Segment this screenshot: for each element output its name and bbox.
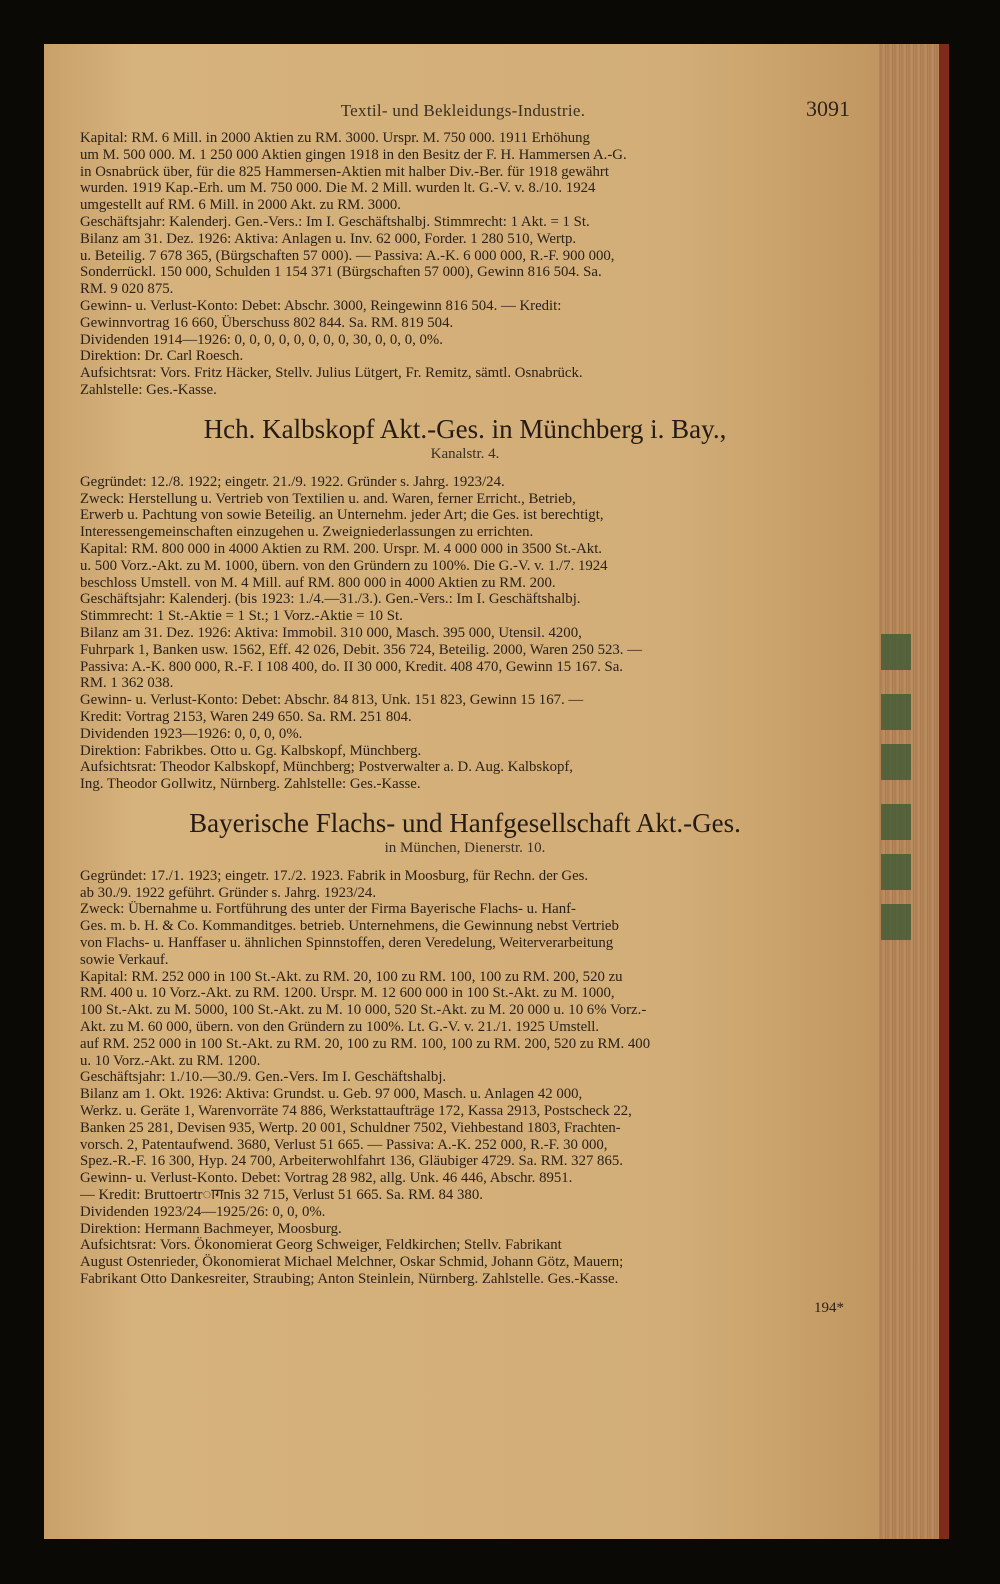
text-line: Zahlstelle: Ges.-Kasse. [80, 381, 217, 398]
text-line: RM. 400 u. 10 Vorz.-Akt. zu RM. 1200. Urspr. M. 12 600 000 in 100 St.-Akt. zu M. 1000, [80, 985, 615, 1002]
text-line: wurden. 1919 Kap.-Erh. um M. 750 000. Die M. 2 Mill. wurden lt. G.-V. v. 8./10. 1924 [80, 180, 596, 197]
text-line: von Flachs- u. Hanffaser u. ähnlichen Spinnstoffen, deren Veredelung, Weiterverarbeitung [80, 935, 614, 952]
signature-mark: 194* [814, 1299, 844, 1316]
page-number: 3091 [805, 96, 850, 121]
text-line: u. Beteilig. 7 678 365, (Bürgschaften 57 000). — Passiva: A.-K. 6 000 000, R.-F. 900 000, [80, 247, 615, 264]
company-entry [80, 807, 850, 1288]
company-entry [80, 413, 850, 793]
text-line: u. 10 Vorz.-Akt. zu RM. 1200. [80, 1052, 261, 1069]
edge-tab [881, 904, 911, 940]
text-line: auf RM. 252 000 in 100 St.-Akt. zu RM. 20, 100 zu RM. 100, 100 zu RM. 200, 520 zu RM. 400 [80, 1035, 651, 1052]
text-line: Aufsichtsrat: Vors. Fritz Häcker, Stellv. Julius Lütgert, Fr. Remitz, sämtl. Osnabrück. [80, 365, 583, 382]
text-line: Gegründet: 12./8. 1922; eingetr. 21./9. 1922. Gründer s. Jahrg. 1923/24. [80, 473, 505, 490]
text-line: Aufsichtsrat: Vors. Ökonomierat Georg Schweiger, Feldkirchen; Stellv. Fabrikant [80, 1237, 562, 1254]
text-line: in Osnabrück über, für die 825 Hammersen-Aktien mit halber Div.-Ber. für 1918 gewährt [80, 163, 609, 180]
text-line: Fabrikant Otto Dankesreiter, Straubing; Anton Steinlein, Nürnberg. Zahlstelle. Ges.-Kasse. [80, 1271, 619, 1288]
text-line: Sonderrückl. 150 000, Schulden 1 154 371 (Bürgschaften 57 000), Gewinn 816 504. Sa. [80, 264, 602, 281]
text-line: Werkz. u. Geräte 1, Warenvorräte 74 886, Werkstattaufträge 172, Kassa 2913, Postscheck 22, [80, 1103, 632, 1120]
text-line: Fuhrpark 1, Banken usw. 1562, Eff. 42 026, Debit. 356 724, Beteilig. 2000, Waren 250 523. — [80, 641, 642, 658]
edge-tab [881, 634, 911, 670]
running-head: Textil- und Bekleidungs-Industrie. [340, 101, 586, 120]
text-line: Stimmrecht: 1 St.-Aktie = 1 St.; 1 Vorz.-Aktie = 10 St. [80, 608, 403, 625]
text-line: Interessengemeinschaften einzugehen u. Zweigniederlassungen zu errichten. [80, 524, 534, 541]
company-entry [80, 130, 850, 399]
text-line: August Ostenrieder, Ökonomierat Michael Melchner, Oskar Schmid, Johann Götz, Mauern; [80, 1254, 624, 1271]
text-line: Dividenden 1923/24—1925/26: 0, 0, 0%. [80, 1203, 326, 1220]
text-line: RM. 1 362 038. [80, 675, 174, 692]
text-line: umgestellt auf RM. 6 Mill. in 2000 Akt. zu RM. 3000. [80, 197, 402, 214]
company-title: Bayerische Flachs- und Hanfgesellschaft Akt.-Ges. [189, 807, 741, 838]
text-block [80, 96, 850, 1317]
page-header [80, 96, 850, 130]
text-line: Geschäftsjahr: 1./10.—30./9. Gen.-Vers. Im I. Geschäftshalbj. [80, 1069, 447, 1086]
scanned-page [44, 44, 949, 1539]
company-entries [80, 130, 850, 1288]
edge-tab [881, 854, 911, 890]
text-line: Direktion: Dr. Carl Roesch. [80, 348, 244, 365]
text-line: Direktion: Hermann Bachmeyer, Moosburg. [80, 1220, 342, 1237]
text-line: RM. 9 020 875. [80, 281, 174, 298]
text-line: vorsch. 2, Patentaufwend. 3680, Verlust 51 665. — Passiva: A.-K. 252 000, R.-F. 30 000, [80, 1136, 608, 1153]
edge-tab [881, 744, 911, 780]
text-line: Erwerb u. Pachtung von sowie Beteilig. an Unternehm. jeder Art; die Ges. ist berechtigt, [80, 507, 604, 524]
text-line: Spez.-R.-F. 16 300, Hyp. 24 700, Arbeiterwohlfahrt 136, Gläubiger 4729. Sa. RM. 327 865. [80, 1153, 623, 1170]
text-line: Gegründet: 17./1. 1923; eingetr. 17./2. 1923. Fabrik in Moosburg, für Rechn. der Ges. [80, 867, 589, 884]
text-line: Aufsichtsrat: Theodor Kalbskopf, Münchberg; Postverwalter a. D. Aug. Kalbskopf, [80, 759, 574, 776]
text-line: Direktion: Fabrikbes. Otto u. Gg. Kalbskopf, Münchberg. [80, 742, 422, 759]
text-line: Banken 25 281, Devisen 935, Wertp. 20 001, Schuldner 7502, Viehbestand 1803, Frachten- [80, 1119, 621, 1136]
text-line: Gewinn- u. Verlust-Konto: Debet: Abschr. 84 813, Unk. 151 823, Gewinn 15 167. — [80, 692, 584, 709]
text-line: ab 30./9. 1922 geführt. Gründer s. Jahrg. 1923/24. [80, 884, 377, 901]
text-line: Bilanz am 31. Dez. 1926: Aktiva: Immobil. 310 000, Masch. 395 000, Utensil. 4200, [80, 624, 582, 641]
text-line: Kapital: RM. 6 Mill. in 2000 Aktien zu RM. 3000. Urspr. M. 750 000. 1911 Erhöhung [80, 130, 590, 146]
text-line: Passiva: A.-K. 800 000, R.-F. I 108 400, do. II 30 000, Kredit. 408 470, Gewinn 15 167. Sa. [80, 658, 623, 675]
text-line: Geschäftsjahr: Kalenderj. (bis 1923: 1./4.—31./3.). Gen.-Vers.: Im I. Geschäftshalbj. [80, 591, 581, 608]
text-line: Geschäftsjahr: Kalenderj. Gen.-Vers.: Im I. Geschäftshalbj. Stimmrecht: 1 Akt. = 1 St. [80, 213, 590, 230]
text-line: Akt. zu M. 60 000, übern. von den Gründern zu 100%. Lt. G.-V. v. 21./1. 1925 Umstell. [80, 1019, 600, 1036]
text-line: Ing. Theodor Gollwitz, Nürnberg. Zahlstelle: Ges.-Kasse. [80, 776, 421, 793]
edge-tab [881, 694, 911, 730]
text-line: — Kredit: Bruttoertrागnis 32 715, Verlust 51 665. Sa. RM. 84 380. [80, 1187, 483, 1204]
text-line: 100 St.-Akt. zu M. 5000, 100 St.-Akt. zu M. 10 000, 520 St.-Akt. zu M. 20 000 u. 10 6% Vorz.- [80, 1002, 647, 1019]
text-line: Zweck: Herstellung u. Vertrieb von Textilien u. and. Waren, ferner Erricht., Betrieb, [80, 490, 576, 507]
text-line: Kapital: RM. 252 000 in 100 St.-Akt. zu RM. 20, 100 zu RM. 100, 100 zu RM. 200, 520 zu [80, 968, 623, 985]
text-line: Ges. m. b. H. & Co. Kommanditges. betrieb. Unternehmens, die Gewinnung nebst Vertrieb [80, 918, 619, 935]
text-line: u. 500 Vorz.-Akt. zu M. 1000, übern. von den Gründern zu 100%. Die G.-V. v. 1./7. 1924 [80, 557, 608, 574]
company-address: Kanalstr. 4. [430, 445, 500, 462]
text-line: Gewinn- u. Verlust-Konto: Debet: Abschr. 3000, Reingewinn 816 504. — Kredit: [80, 297, 562, 314]
company-address: in München, Dienerstr. 10. [384, 839, 546, 856]
company-title: Hch. Kalbskopf Akt.-Ges. in Münchberg i. Bay., [203, 413, 727, 444]
text-line: Bilanz am 1. Okt. 1926: Aktiva: Grundst. u. Geb. 97 000, Masch. u. Anlagen 42 000, [80, 1086, 583, 1103]
text-line: beschloss Umstell. von M. 4 Mill. auf RM. 800 000 in 4000 Aktien zu RM. 200. [80, 574, 556, 591]
text-line: Gewinnvortrag 16 660, Überschuss 802 844. Sa. RM. 819 504. [80, 314, 454, 331]
edge-tab [881, 804, 911, 840]
text-line: Kapital: RM. 800 000 in 4000 Aktien zu RM. 200. Urspr. M. 4 000 000 in 3500 St.-Akt. [80, 540, 603, 557]
text-line: um M. 500 000. M. 1 250 000 Aktien gingen 1918 in den Besitz der F. H. Hammersen A.-G. [80, 146, 627, 163]
text-line: Bilanz am 31. Dez. 1926: Aktiva: Anlagen u. Inv. 62 000, Forder. 1 280 510, Wertp. [80, 230, 577, 247]
book-cover-edge [939, 44, 949, 1539]
text-line: Dividenden 1914—1926: 0, 0, 0, 0, 0, 0, 0, 0, 30, 0, 0, 0, 0%. [80, 331, 443, 348]
text-line: Zweck: Übernahme u. Fortführung des unter der Firma Bayerische Flachs- u. Hanf- [80, 901, 576, 918]
text-line: Gewinn- u. Verlust-Konto. Debet: Vortrag 28 982, allg. Unk. 46 446, Abschr. 8951. [80, 1170, 573, 1187]
text-line: Kredit: Vortrag 2153, Waren 249 650. Sa. RM. 251 804. [80, 708, 412, 725]
text-line: sowie Verkauf. [80, 951, 169, 968]
text-line: Dividenden 1923—1926: 0, 0, 0, 0%. [80, 725, 303, 742]
